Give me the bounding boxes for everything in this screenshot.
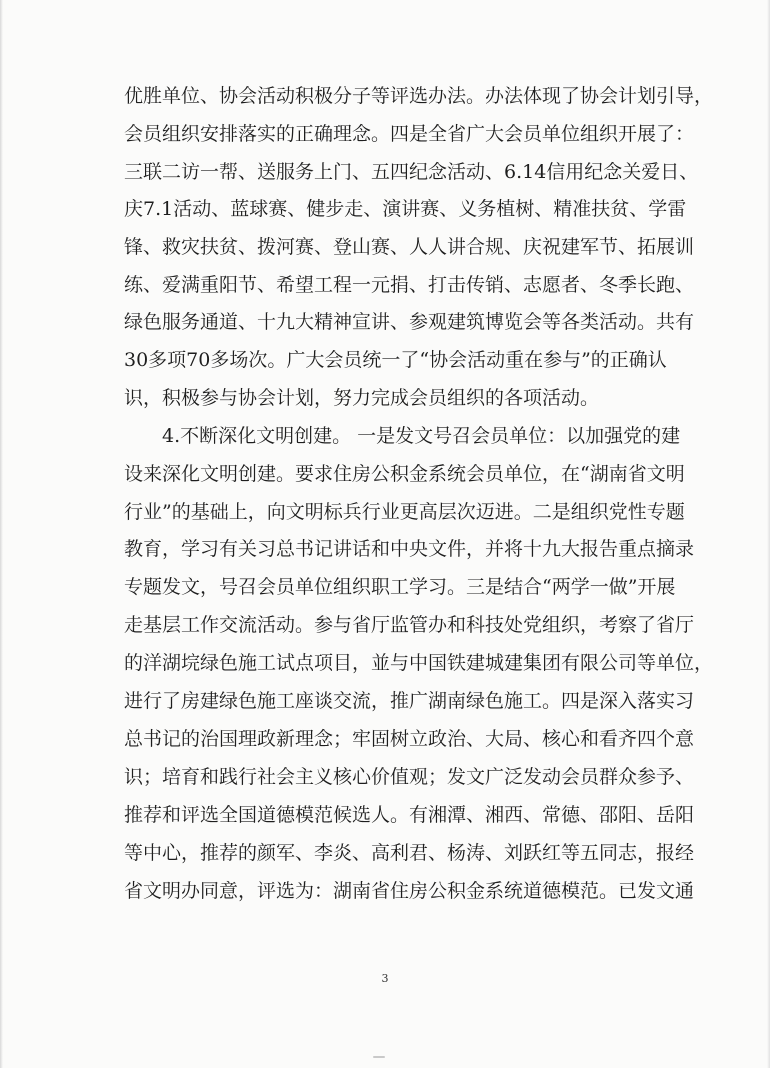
text-line: 会员组织安排落实的正确理念。四是全省广大会员单位组织开展了： <box>124 123 695 145</box>
text-line: 绿色服务通道、十九大精神宣讲、参观建筑博览会等各类活动。共有 <box>124 311 695 333</box>
text-line: 进行了房建绿色施工座谈交流，推广湖南绿色施工。四是深入落实习 <box>124 690 695 712</box>
text-line: 总书记的治国理政新理念；牢固树立政治、大局、核心和看齐四个意 <box>124 728 695 750</box>
text-line: 锋、救灾扶贫、拨河赛、登山赛、人人讲合规、庆祝建军节、拓展训 <box>124 236 695 258</box>
text-line: 行业”的基础上，向文明标兵行业更高层次迈进。二是组织党性专题 <box>124 501 685 523</box>
text-line: 专题发文，号召会员单位组织职工学习。三是结合“两学一做”开展 <box>124 576 676 598</box>
text-line: 走基层工作交流活动。参与省厅监管办和科技处党组织，考察了省厅 <box>124 614 695 636</box>
section-heading-line: 4.不断深化文明创建。 一是发文号召会员单位：以加强党的建 <box>162 425 681 447</box>
text-line: 30多项70多场次。广大会员统一了“协会活动重在参与”的正确认 <box>124 349 667 371</box>
text-line: 练、爱满重阳节、希望工程一元捐、打击传销、志愿者、冬季长跑、 <box>124 274 695 296</box>
scan-artifact <box>373 1056 385 1058</box>
scan-edge-left <box>0 0 3 1068</box>
text-line: 三联二访一帮、送服务上门、五四纪念活动、6.14信用纪念关爱日、 <box>124 161 699 183</box>
text-line: 推荐和评选全国道德模范候选人。有湘潭、湘西、常德、邵阳、岳阳 <box>124 804 695 826</box>
text-line: 的洋湖垸绿色施工试点项目，並与中国铁建城建集团有限公司等单位， <box>124 652 714 674</box>
text-line: 省文明办同意，评选为：湖南省住房公积金系统道德模范。已发文通 <box>124 880 695 902</box>
text-line: 识；培育和践行社会主义核心价值观；发文广泛发动会员群众参予、 <box>124 766 695 788</box>
text-line: 设来深化文明创建。要求住房公积金系统会员单位，在“湖南省文明 <box>124 463 685 485</box>
text-line: 优胜单位、协会活动积极分子等评选办法。办法体现了协会计划引导， <box>124 85 714 107</box>
text-line: 庆7.1活动、蓝球赛、健步走、演讲赛、义务植树、精准扶贫、学雷 <box>124 198 687 220</box>
text-line: 识，积极参与协会计划，努力完成会员组织的各项活动。 <box>124 387 600 409</box>
text-line: 教育，学习有关习总书记讲话和中央文件，并将十九大报告重点摘录 <box>124 538 695 560</box>
page-number: 3 <box>381 972 389 985</box>
text-line: 等中心，推荐的颜军、李炎、高利君、杨涛、刘跃红等五同志，报经 <box>124 842 695 864</box>
